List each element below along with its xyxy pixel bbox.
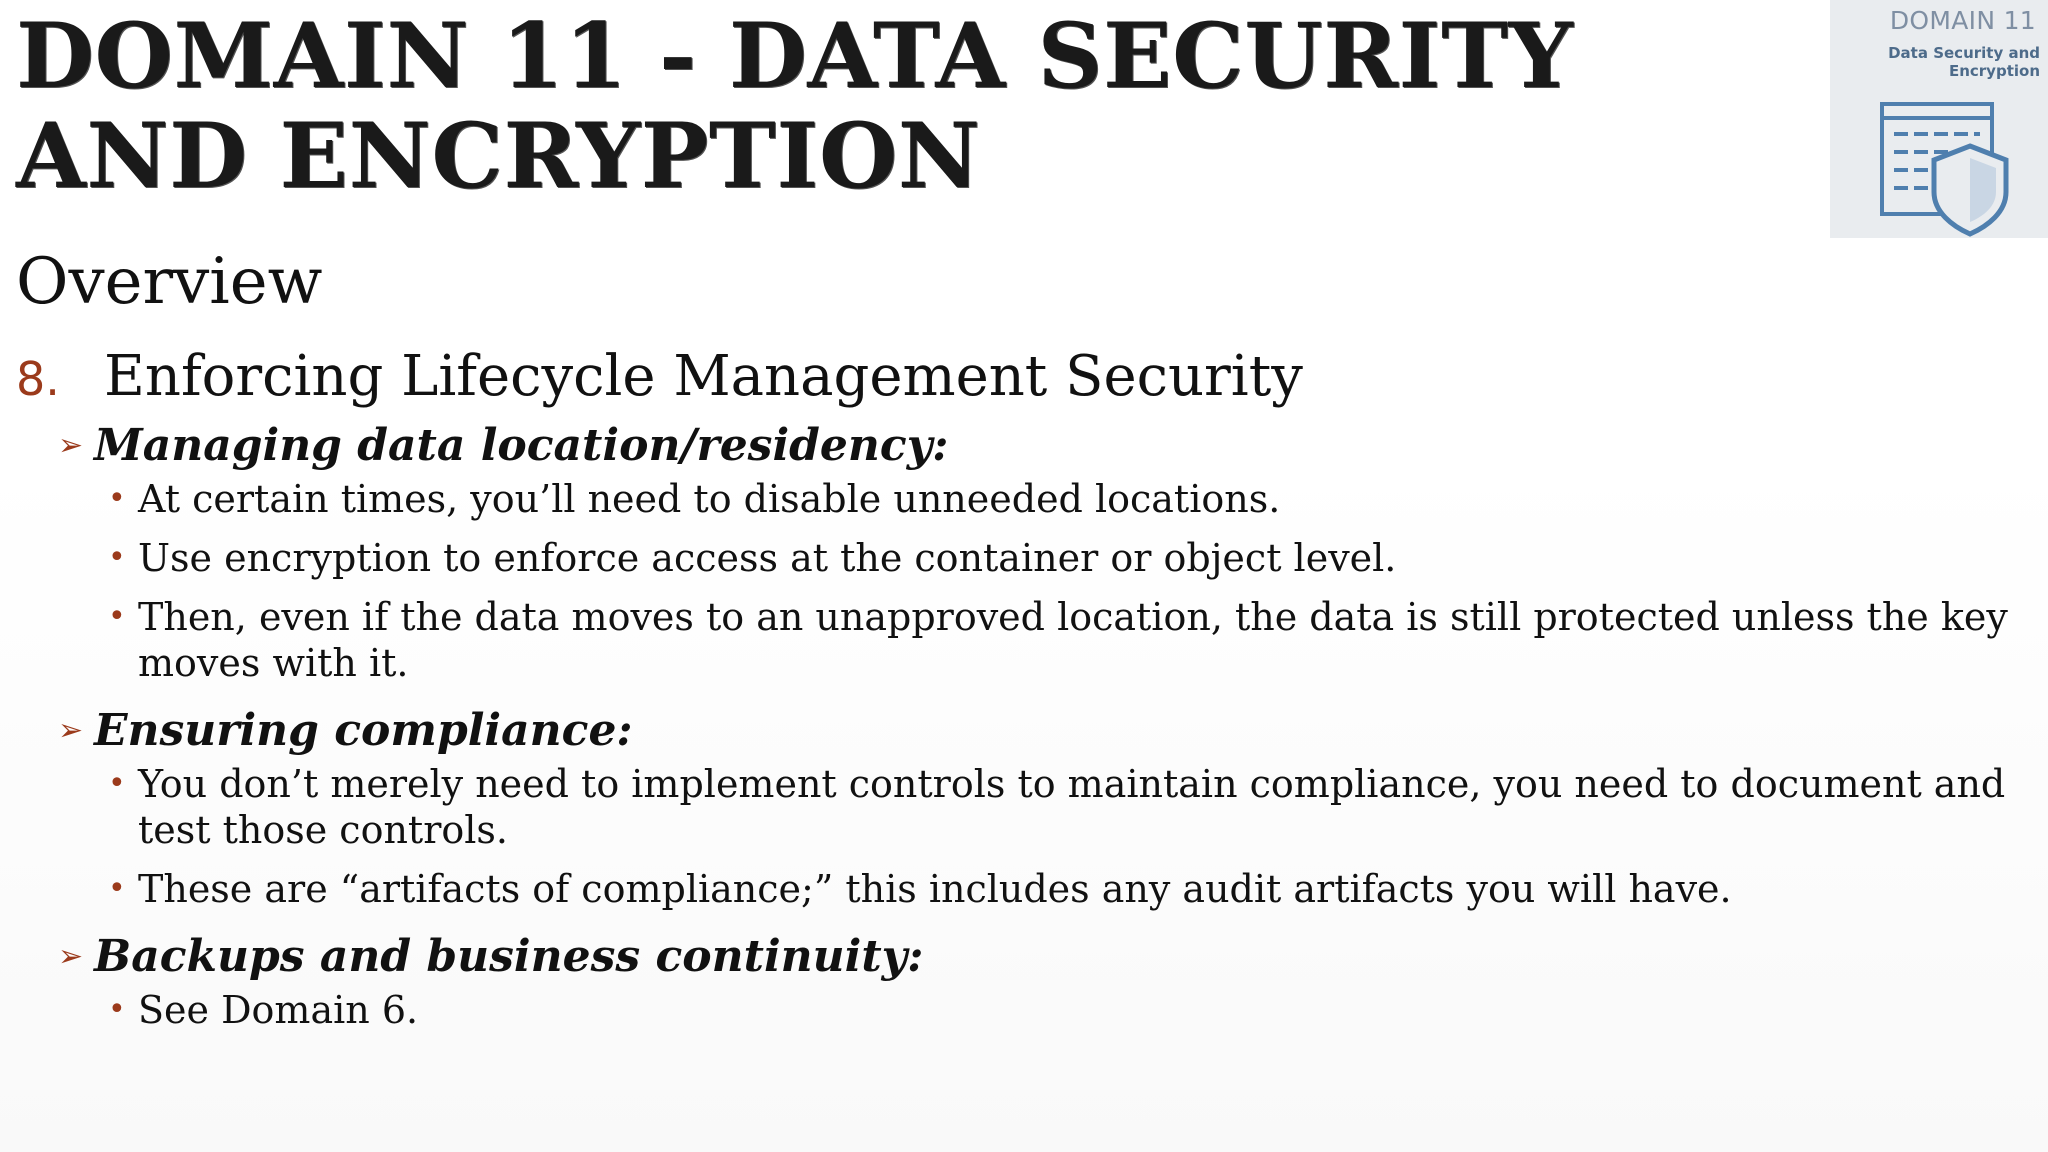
- bullet-dot-icon: •: [108, 766, 126, 801]
- subsection-title: Backups and business continuity:: [94, 930, 924, 982]
- bullet-dot-icon: •: [108, 481, 126, 516]
- bullet-list: [58, 987, 2038, 1033]
- subsection-title: Managing data location/residency:: [94, 419, 949, 471]
- list-item: [58, 594, 2038, 686]
- subsection-title: Ensuring compliance:: [94, 704, 633, 756]
- list-item: [58, 535, 2038, 581]
- arrow-bullet-icon: ➢: [58, 712, 84, 748]
- subsection: [58, 925, 2038, 1033]
- arrow-bullet-icon: ➢: [58, 938, 84, 974]
- bullet-text: These are “artifacts of compliance;” this includes any audit artifacts you will have.: [138, 867, 1732, 911]
- slide-title: DOMAIN 11 - DATA SECURITY AND ENCRYPTION: [16, 3, 1574, 209]
- bullet-text: Then, even if the data moves to an unapproved location, the data is still protected unless the key moves with it.: [138, 595, 2008, 685]
- subsection-heading: [58, 699, 2038, 761]
- subsection-heading: [58, 925, 2038, 987]
- list-item: [58, 761, 2038, 853]
- bullet-dot-icon: •: [108, 992, 126, 1027]
- subsection: [58, 414, 2038, 686]
- bullet-list: [58, 476, 2038, 686]
- content-list: [58, 414, 2038, 1046]
- bullet-dot-icon: •: [108, 871, 126, 906]
- badge-domain-label: DOMAIN 11: [1889, 6, 2036, 35]
- badge-subtitle: Data Security and Encryption: [1888, 44, 2040, 80]
- document-shield-icon: [1870, 100, 2020, 240]
- subsection: [58, 699, 2038, 912]
- section-heading: [16, 344, 1303, 410]
- bullet-text: At certain times, you’ll need to disable unneeded locations.: [138, 477, 1281, 521]
- list-item: [58, 866, 2038, 912]
- subsection-heading: [58, 414, 2038, 476]
- list-item: [58, 476, 2038, 522]
- section-title: Enforcing Lifecycle Management Security: [104, 344, 1303, 409]
- section-number: 8.: [16, 352, 60, 406]
- list-item: [58, 987, 2038, 1033]
- bullet-text: See Domain 6.: [138, 988, 419, 1032]
- arrow-bullet-icon: ➢: [58, 427, 84, 463]
- overview-heading: Overview: [16, 245, 323, 319]
- bullet-list: [58, 761, 2038, 912]
- bullet-dot-icon: •: [108, 540, 126, 575]
- bullet-dot-icon: •: [108, 599, 126, 634]
- domain-badge: [1830, 0, 2048, 238]
- bullet-text: Use encryption to enforce access at the container or object level.: [138, 536, 1397, 580]
- bullet-text: You don’t merely need to implement controls to maintain compliance, you need to document and test those controls.: [138, 762, 2006, 852]
